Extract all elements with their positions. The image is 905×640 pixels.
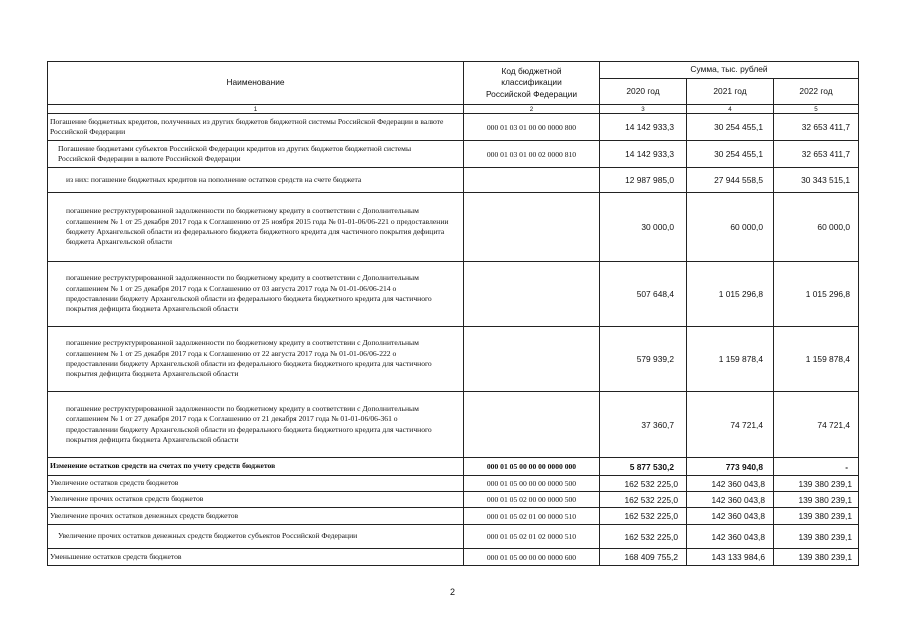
row-name: Увеличение прочих остатков денежных средств бюджетов (48, 508, 464, 525)
row-code: 000 01 03 01 00 00 0000 800 (464, 114, 600, 141)
table-row (48, 492, 859, 508)
row-name: Погашение бюджетных кредитов, полученных из других бюджетов бюджетной системы Российской Федерации в валюте Российской Федерации (48, 114, 464, 141)
table-row (48, 508, 859, 525)
row-value-2022: 1 015 296,8 (774, 262, 859, 327)
row-value-2021: 30 254 455,1 (687, 141, 774, 168)
row-value-2020: 14 142 933,3 (600, 114, 687, 141)
row-value-2021: 142 360 043,8 (687, 508, 774, 525)
row-name: погашение реструктурированной задолженности по бюджетному кредиту в соответствии с Дополнительным соглашением № 1 от 27 декабря 2017 года к Соглашению от 21 декабря 2017 года № 01-01-06/06-361 о предоставлении бюджету Архангельской области из федерального бюджета бюджетного кредита для частичного покрытия дефицита бюджета Архангельской области (48, 392, 464, 458)
row-value-2021: 773 940,8 (687, 458, 774, 476)
row-value-2021: 27 944 558,5 (687, 168, 774, 193)
colnum-2: 2 (464, 105, 600, 114)
row-value-2022: 30 343 515,1 (774, 168, 859, 193)
table-row (48, 549, 859, 566)
row-value-2020: 162 532 225,0 (600, 508, 687, 525)
row-name: Увеличение прочих остатков денежных средств бюджетов субъектов Российской Федерации (48, 525, 464, 549)
row-code (464, 392, 600, 458)
table-row (48, 262, 859, 327)
row-value-2021: 1 015 296,8 (687, 262, 774, 327)
row-name: из них: погашение бюджетных кредитов на пополнение остатков средств на счете бюджета (48, 168, 464, 193)
row-value-2021: 142 360 043,8 (687, 525, 774, 549)
row-name: Увеличение остатков средств бюджетов (48, 476, 464, 492)
row-code: 000 01 05 00 00 00 0000 600 (464, 549, 600, 566)
row-name: Уменьшение остатков средств бюджетов (48, 549, 464, 566)
row-code: 000 01 03 01 00 02 0000 810 (464, 141, 600, 168)
row-code: 000 01 05 02 00 00 0000 500 (464, 492, 600, 508)
row-value-2022: 139 380 239,1 (774, 549, 859, 566)
row-value-2020: 579 939,2 (600, 327, 687, 392)
row-value-2021: 60 000,0 (687, 193, 774, 262)
row-value-2022: 139 380 239,1 (774, 508, 859, 525)
row-code (464, 262, 600, 327)
row-code: 000 01 05 02 01 02 0000 510 (464, 525, 600, 549)
table-row (48, 525, 859, 549)
table-row (48, 476, 859, 492)
row-code: 000 01 05 00 00 00 0000 000 (464, 458, 600, 476)
row-value-2021: 30 254 455,1 (687, 114, 774, 141)
row-value-2022: 74 721,4 (774, 392, 859, 458)
row-name: Изменение остатков средств на счетах по учету средств бюджетов (48, 458, 464, 476)
header-code: Код бюджетной классификации Российской Федерации (464, 62, 600, 105)
row-value-2020: 162 532 225,0 (600, 492, 687, 508)
row-code (464, 168, 600, 193)
row-value-2022: 32 653 411,7 (774, 141, 859, 168)
row-value-2020: 14 142 933,3 (600, 141, 687, 168)
row-value-2022: 139 380 239,1 (774, 492, 859, 508)
row-value-2022: - (774, 458, 859, 476)
sources-table (47, 61, 859, 566)
header-year-2020: 2020 год (600, 79, 687, 105)
row-value-2020: 5 877 530,2 (600, 458, 687, 476)
row-value-2021: 142 360 043,8 (687, 476, 774, 492)
table-row (48, 193, 859, 262)
colnum-3: 3 (600, 105, 687, 114)
row-value-2020: 162 532 225,0 (600, 525, 687, 549)
row-value-2020: 37 360,7 (600, 392, 687, 458)
row-value-2020: 30 000,0 (600, 193, 687, 262)
row-code (464, 193, 600, 262)
row-value-2020: 507 648,4 (600, 262, 687, 327)
page-number: 2 (449, 587, 455, 597)
header-sum: Сумма, тыс. рублей (600, 62, 859, 79)
row-value-2021: 1 159 878,4 (687, 327, 774, 392)
row-value-2020: 162 532 225,0 (600, 476, 687, 492)
row-name: Погашение бюджетами субъектов Российской Федерации кредитов из других бюджетов бюджетной системы Российской Федерации в валюте Российской Федерации (48, 141, 464, 168)
row-code (464, 327, 600, 392)
row-value-2020: 168 409 755,2 (600, 549, 687, 566)
row-value-2022: 139 380 239,1 (774, 476, 859, 492)
header-year-2022: 2022 год (774, 79, 859, 105)
row-value-2020: 12 987 985,0 (600, 168, 687, 193)
row-value-2022: 60 000,0 (774, 193, 859, 262)
row-value-2022: 139 380 239,1 (774, 525, 859, 549)
table-row (48, 327, 859, 392)
row-value-2021: 142 360 043,8 (687, 492, 774, 508)
row-value-2022: 1 159 878,4 (774, 327, 859, 392)
row-name: Увеличение прочих остатков средств бюджетов (48, 492, 464, 508)
colnum-4: 4 (687, 105, 774, 114)
row-code: 000 01 05 02 01 00 0000 510 (464, 508, 600, 525)
table-row (48, 114, 859, 141)
row-value-2022: 32 653 411,7 (774, 114, 859, 141)
row-code: 000 01 05 00 00 00 0000 500 (464, 476, 600, 492)
row-name: погашение реструктурированной задолженности по бюджетному кредиту в соответствии с Дополнительным соглашением № 1 от 25 декабря 2017 года к Соглашению от 03 августа 2017 года № 01-01-06/06-214 о предоставлении бюджету Архангельской области из федерального бюджета бюджетного кредита для частичного покрытия дефицита бюджета Архангельской области (48, 262, 464, 327)
header-year-2021: 2021 год (687, 79, 774, 105)
table-row (48, 168, 859, 193)
row-name: погашение реструктурированной задолженности по бюджетному кредиту в соответствии с Дополнительным соглашением № 1 от 25 декабря 2017 года к Соглашению от 22 августа 2017 года № 01-01-06/06-222 о предоставлении бюджету Архангельской области из федерального бюджета бюджетного кредита для частичного покрытия дефицита бюджета Архангельской области (48, 327, 464, 392)
table-row (48, 141, 859, 168)
table-row (48, 392, 859, 458)
header-name: Наименование (48, 62, 464, 105)
colnum-5: 5 (774, 105, 859, 114)
row-value-2021: 74 721,4 (687, 392, 774, 458)
row-name: погашение реструктурированной задолженности по бюджетному кредиту в соответствии с Дополнительным соглашением № 1 от 25 декабря 2017 года к Соглашению от 25 ноября 2015 года № 01-01-06/06-221 о предоставлении бюджету Архангельской области из федерального бюджета бюджетного кредита для частичного покрытия дефицита бюджета Архангельской области (48, 193, 464, 262)
row-value-2021: 143 133 984,6 (687, 549, 774, 566)
table-row (48, 458, 859, 476)
colnum-1: 1 (48, 105, 464, 114)
